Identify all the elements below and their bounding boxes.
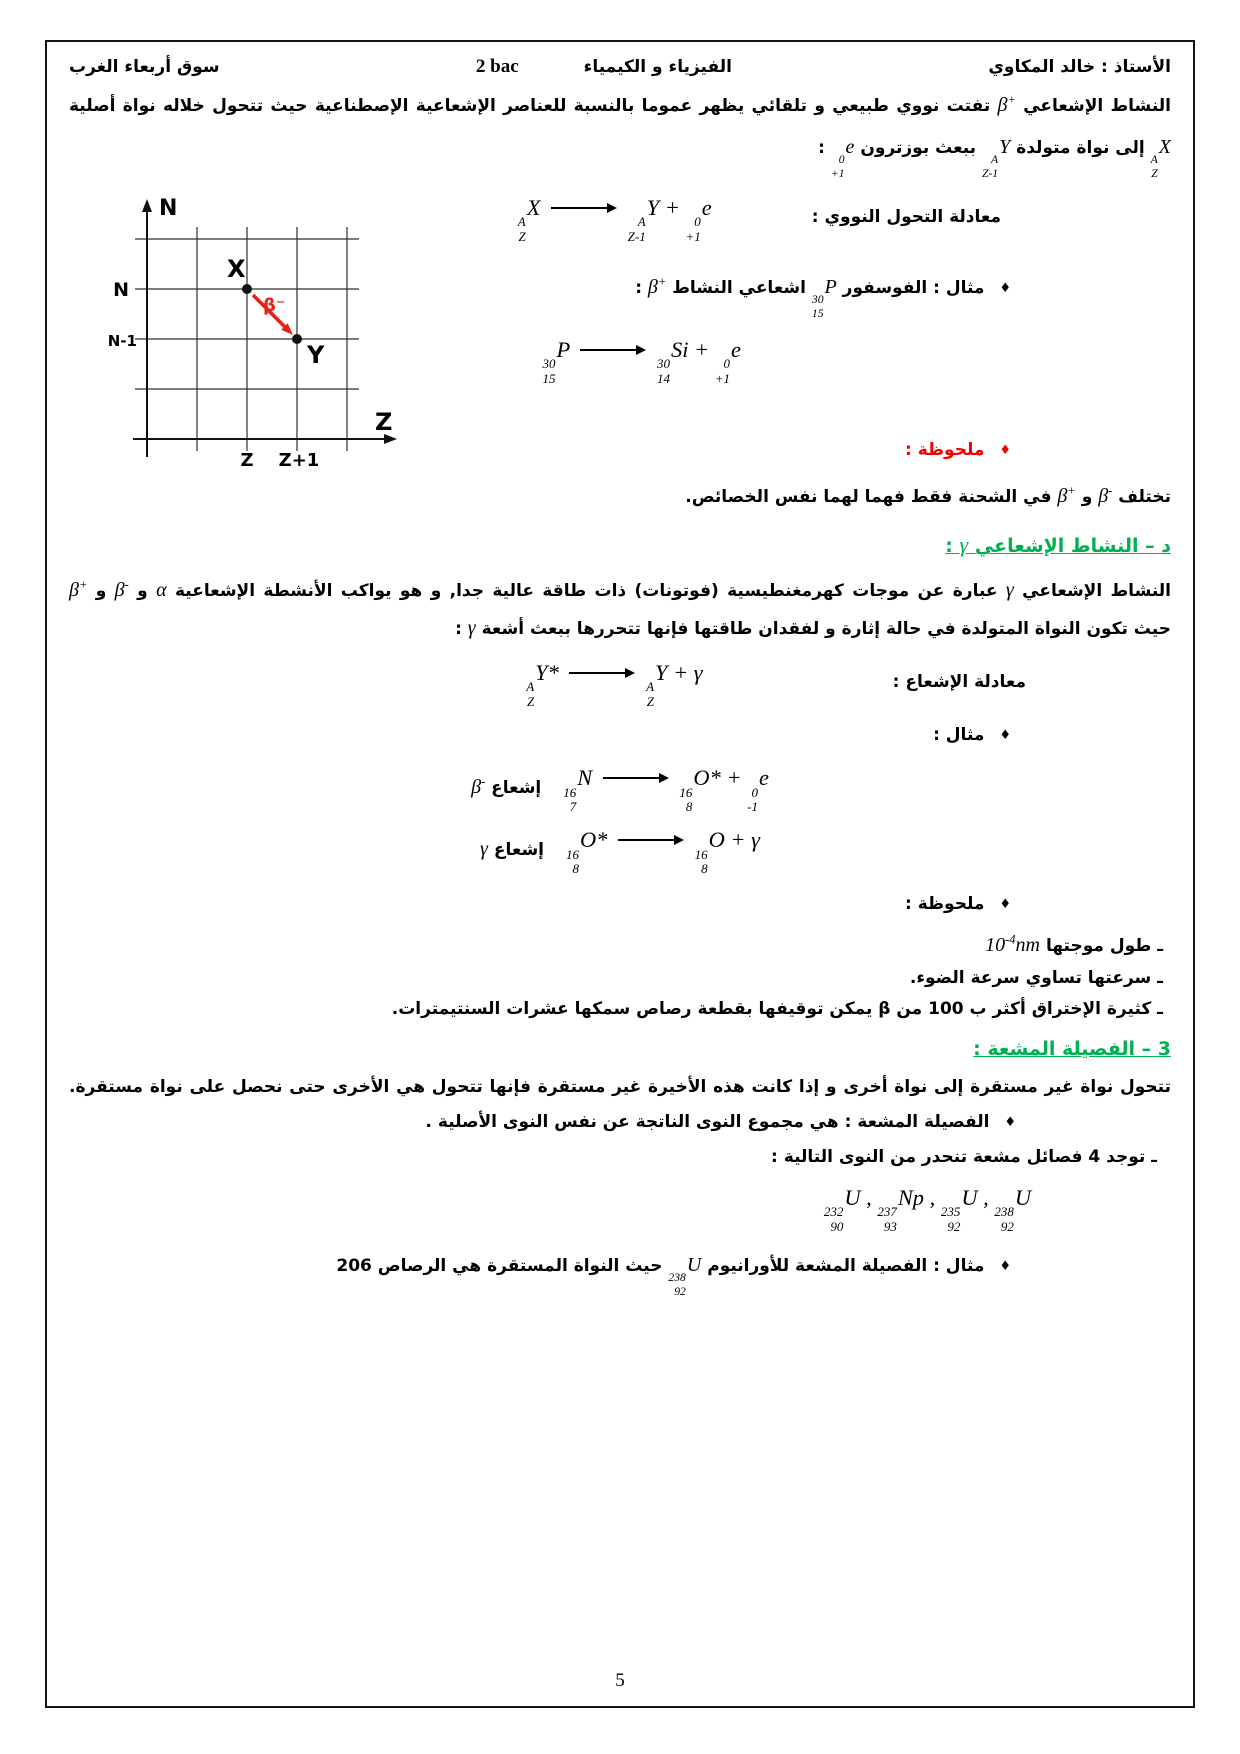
- beta-plus-section: [69, 179, 1171, 512]
- gamma-example-heading: [69, 722, 1171, 749]
- header: [69, 54, 1171, 81]
- note-text: تختلف β- و β+ في الشحنة فقط فهما لهما نفس الخصائص.: [685, 483, 1171, 508]
- gamma-note-wavelength: ـ طول موجتها $10^{-4}nm$: [985, 931, 1163, 956]
- diamond-bullet-icon: ♦: [1004, 1114, 1016, 1130]
- point-y-dot: [292, 334, 302, 344]
- family-section-heading: 3 – الفصيلة المشعة :: [973, 1038, 1171, 1061]
- row-n-minus-1-label: N-1: [107, 332, 137, 351]
- point-x-dot: [242, 284, 252, 294]
- gamma-radiation-label: إشعاع γ: [480, 838, 545, 861]
- city-name: سوق أربعاء الغرب: [69, 57, 220, 77]
- nuclear-transform-equation: A Z X A Z-1 Y + 0 +1 e: [517, 195, 712, 245]
- col-z-label: Z: [240, 450, 254, 472]
- example-title: مثال :: [933, 725, 985, 746]
- course-title: الفيزياء و الكيمياء: [583, 57, 732, 77]
- family-definition-line: [69, 1109, 1171, 1136]
- point-x-label: X: [227, 255, 246, 284]
- diamond-bullet-icon: ♦: [999, 281, 1011, 297]
- diamond-bullet-icon: ♦: [999, 897, 1011, 913]
- phosphorus-example-text: مثال : الفوسفور 30 15 P اشعاعي النشاط β+ :: [635, 274, 985, 320]
- family-list-intro: ـ توجد 4 فصائل مشعة تنحدر من النوى التالية :: [771, 1147, 1157, 1168]
- diamond-bullet-icon: ♦: [999, 728, 1011, 744]
- page-border: [45, 40, 1195, 1708]
- page-number: 5: [615, 1670, 625, 1691]
- gamma-emission-equation: A Z Y* A Z Y + γ: [526, 660, 703, 710]
- intro-line-2: A Z X إلى نواة متولدة A Z-1 Y ببعث بوزترون 0 +1 e :: [818, 136, 1171, 180]
- beta-radiation-label: إشعاع β-: [471, 774, 542, 799]
- n-axis-label: N: [159, 196, 178, 222]
- teacher-name: الأستاذ : خالد المكاوي: [988, 57, 1171, 77]
- col-z-plus-1-label: Z+1: [278, 450, 320, 472]
- note-title: ملحوظة :: [905, 894, 985, 915]
- header-center: [476, 54, 732, 81]
- phosphorus-equation: 30 15 P 30 14 Si + 0 +1 e: [542, 337, 741, 387]
- beta-arrow-label: β⁻: [263, 295, 286, 317]
- equation-label: معادلة الإشعاع :: [892, 671, 1026, 692]
- gamma-equation-row: [69, 656, 1171, 708]
- gamma-note-heading: [69, 891, 1171, 918]
- diamond-bullet-icon: ♦: [999, 1259, 1011, 1275]
- gamma-section-heading: د – النشاط الإشعاعي γ :: [945, 532, 1171, 558]
- family-paragraph: تتحول نواة غير مستقرة إلى نواة أخرى و إذا كانت هذه الأخيرة غير مستقرة فإنها تتحول هي الأخرى حتى نحصل على نواة مستقرة.: [69, 1076, 1171, 1097]
- row-n-label: N: [113, 279, 129, 302]
- z-axis-label: Z: [375, 408, 393, 437]
- beta-text-column: [434, 179, 1171, 512]
- grade-level: 2 bac: [475, 56, 519, 77]
- beta-radiation-example-row: [69, 761, 1171, 813]
- equation-label: معادلة التحول النووي :: [811, 206, 1001, 227]
- gamma-paragraph-1: النشاط الإشعاعي γ عبارة عن موجات كهرمغنطيسية (فوتونات) ذات طاقة عالية جدا, و هو يواكب الأنشطة الإشعاعية α و β- و β+: [69, 577, 1172, 602]
- gamma-note-penetration: ـ كثيرة الإختراق أكثر ب 100 من β يمكن توقيفها بقطعة رصاص سمكها عشرات السنتيمترات.: [391, 998, 1163, 1019]
- phosphorus-example-line: [434, 271, 1171, 319]
- gamma-note-speed: ـ سرعتها تساوي سرعة الضوء.: [909, 967, 1163, 988]
- point-y-label: Y: [307, 341, 325, 370]
- note-title: ملحوظة :: [905, 440, 985, 461]
- n-axis-arrowhead: [142, 199, 152, 212]
- oxygen-deexcitation-equation: 16 8 O* 16 8 O + γ: [566, 827, 760, 877]
- family-example-line: [69, 1249, 1171, 1297]
- decay-diagram-svg: [97, 189, 409, 489]
- gamma-radiation-example-row: [69, 823, 1171, 875]
- family-definition-text: الفصيلة المشعة : هي مجموع النوى الناتجة عن نفس النوى الأصلية .: [425, 1111, 990, 1132]
- grid-lines: [135, 227, 359, 451]
- decay-diagram-figure: [69, 179, 434, 512]
- intro-paragraph: النشاط الإشعاعي β+ تفتت نووي طبيعي و تلقائي يظهر عموما بالنسبة للعناصر الإشعاعية الإصطناعية حيث تتحول خلاله نواة أصلية: [69, 92, 1171, 117]
- gamma-paragraph-2: حيث تكون النواة المتولدة في حالة إثارة و لفقدان طاقتها فإنها تتحررها ببعث أشعة γ :: [455, 617, 1171, 640]
- diamond-bullet-icon: ♦: [999, 443, 1011, 459]
- note-heading-red: [434, 437, 1171, 464]
- axes: [133, 209, 387, 457]
- nitrogen-decay-equation: 16 7 N 16 8 O* + 0 -1 e: [563, 765, 769, 815]
- radioactive-families-nuclei: 232 90 U , 237 93 Np , 235 92 U , 238 92 U: [823, 1185, 1031, 1235]
- transform-equation-row: [434, 191, 1171, 243]
- family-example-text: مثال : الفصيلة المشعة للأورانيوم 238 92 U حيث النواة المستقرة هي الرصاص 206: [336, 1254, 985, 1298]
